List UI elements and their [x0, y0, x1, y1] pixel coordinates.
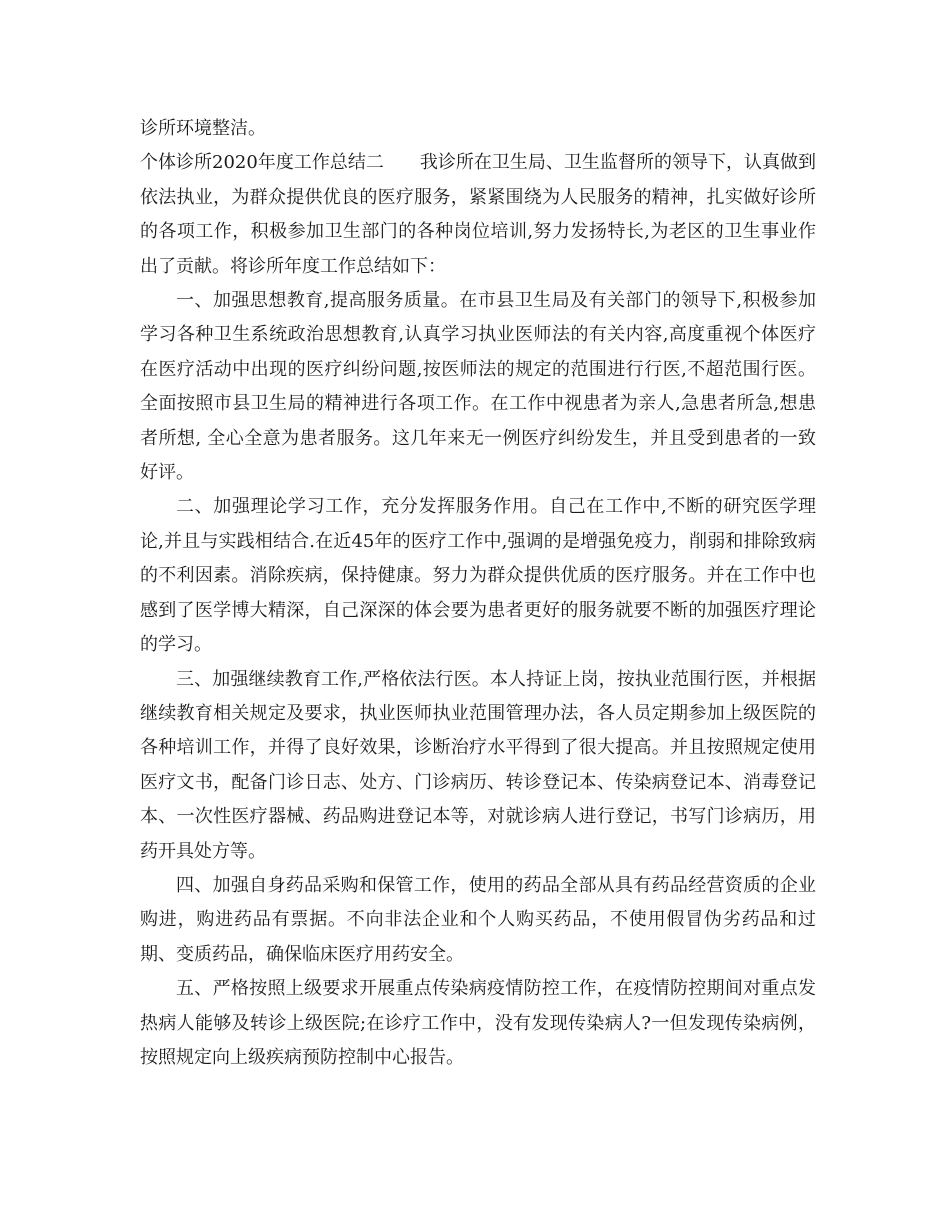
section-title: 个体诊所2020年度工作总结二	[140, 152, 384, 174]
paragraph-1: 一、加强思想教育,提高服务质量。在市县卫生局及有关部门的领导下,积极参加学习各种卫生系统政治思想教育,认真学习执业医师法的有关内容,高度重视个体医疗在医疗活动中出现的医疗纠纷问题,按医师法的规定的范围进行行医,不超范围行医。全面按照市县卫生局的精神进行各项工作。在工作中视患者为亲人,急患者所急,想患者所想, 全心全意为患者服务。这几年来无一例医疗纠纷发生，并且受到患者的一致好评。	[140, 290, 816, 484]
opening-line: 诊所环境整洁。	[140, 118, 266, 139]
intro-text: 我诊所在卫生局、卫生监督所的领导下，认真做到依法执业，为群众提供优良的医疗服务，紧紧围绕为人民服务的精神，扎实做好诊所的各项工作，积极参加卫生部门的各种岗位培训,努力发扬特长,为老区的卫生事业作出了贡献。将诊所年度工作总结如下：	[140, 152, 816, 277]
paragraph-3: 三、加强继续教育工作,严格依法行医。本人持证上岗，按执业范围行医，并根据继续教育相关规定及要求，执业医师执业范围管理办法，各人员定期参加上级医院的各种培训工作，并得了良好效果，诊断治疗水平得到了很大提高。并且按照规定使用医疗文书，配备门诊日志、处方、门诊病历、转诊登记本、传染病登记本、消毒登记本、一次性医疗器械、药品购进登记本等，对就诊病人进行登记，书写门诊病历，用药开具处方等。	[140, 668, 816, 862]
document-page	[140, 112, 816, 1075]
intro-paragraph	[140, 146, 816, 284]
paragraph-2: 二、加强理论学习工作，充分发挥服务作用。自己在工作中,不断的研究医学理论,并且与实践相结合.在近45年的医疗工作中,强调的是增强免疫力，削弱和排除致病的不利因素。消除疾病，保持健康。努力为群众提供优质的医疗服务。并在工作中也感到了医学博大精深，自己深深的体会要为患者更好的服务就要不断的加强医疗理论的学习。	[140, 496, 816, 656]
paragraph-5: 五、严格按照上级要求开展重点传染病疫情防控工作，在疫情防控期间对重点发热病人能够及转诊上级医院;在诊疗工作中，没有发现传染病人?一但发现传染病例，按照规定向上级疾病预防控制中心报告。	[140, 978, 816, 1068]
paragraph-4: 四、加强自身药品采购和保管工作，使用的药品全部从具有药品经营资质的企业购进，购进药品有票据。不向非法企业和个人购买药品，不使用假冒伪劣药品和过期、变质药品，确保临床医疗用药安全。	[140, 874, 816, 965]
